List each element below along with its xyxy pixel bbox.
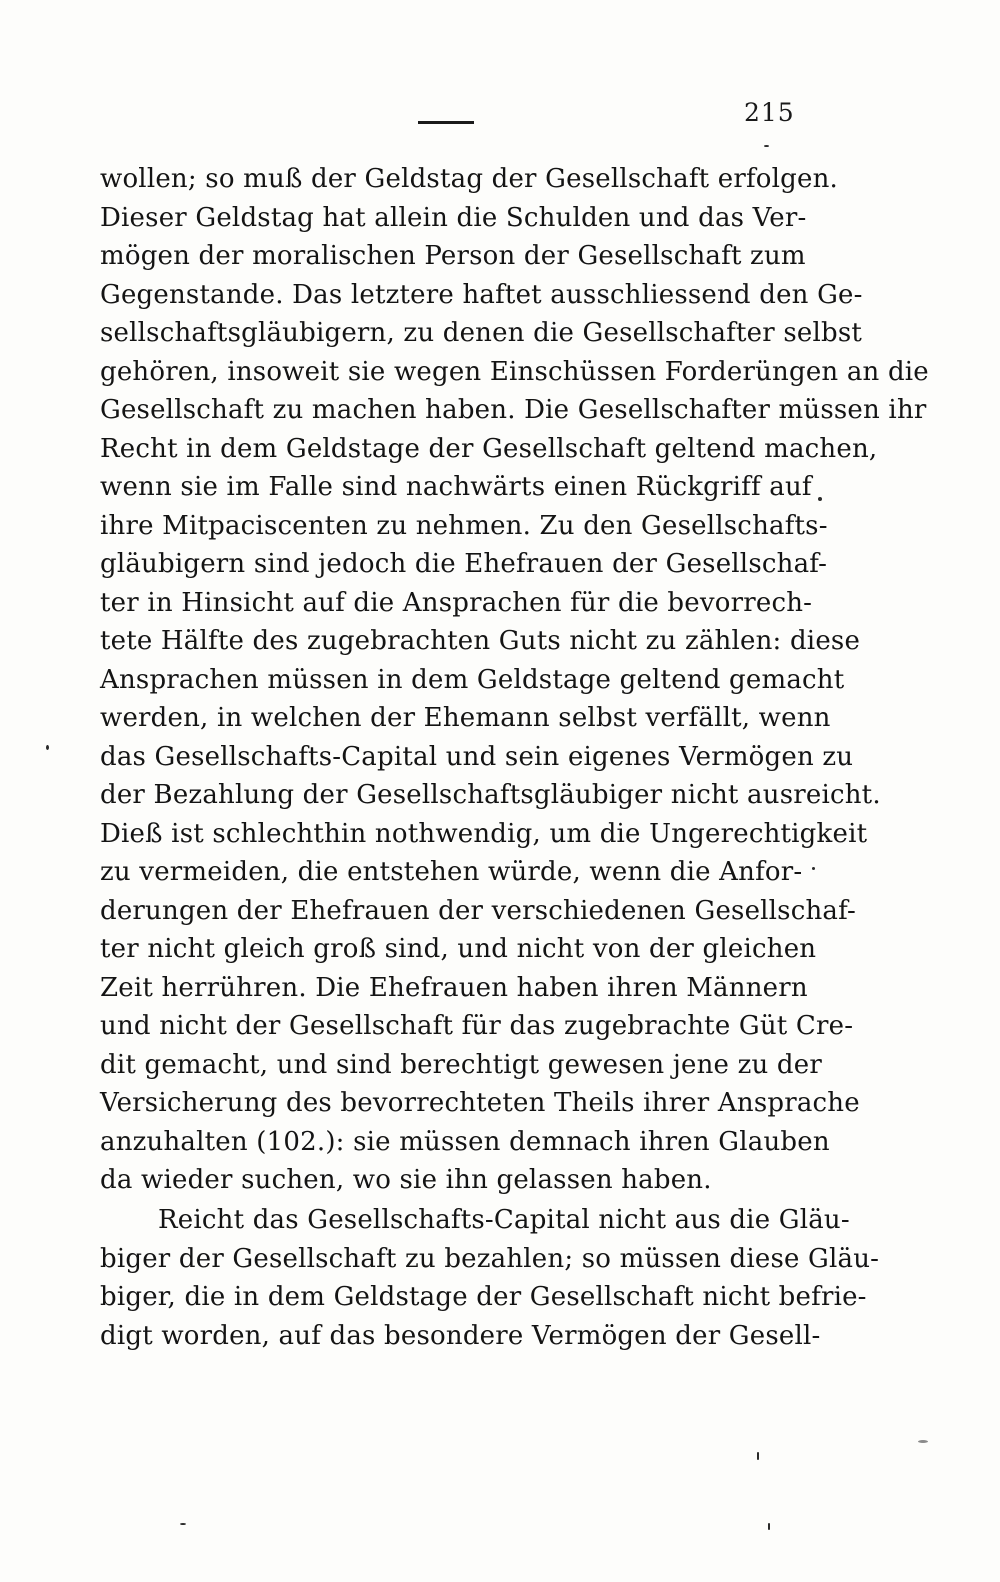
text-line: Recht in dem Geldstage der Gesellschaft geltend machen, [100,433,878,464]
text-line: biger, die in dem Geldstage der Gesellschaft nicht befrie- [100,1282,867,1312]
text-line: Dieß ist schlechthin nothwendig, um die Ungerechtigkeit [100,818,868,849]
text-line: sellschaftsgläubigern, zu denen die Gesellschafter selbst [100,318,863,348]
text-line: da wieder suchen, wo sie ihn gelassen haben. [100,1165,712,1195]
scan-speck [46,745,49,750]
scan-speck [812,867,815,870]
text-line: Reicht das Gesellschafts-Capital nicht aus die Gläu- [158,1205,850,1235]
text-line: tete Hälfte des zugebrachten Guts nicht zu zählen: diese [100,626,861,656]
text-line: ihre Mitpaciscenten zu nehmen. Zu den Gesellschafts- [100,510,828,541]
text-line: derungen der Ehefrauen der verschiedenen Gesellschaf- [100,895,857,926]
text-line: gläubigern sind jedoch die Ehefrauen der Gesellschaf- [100,549,828,579]
text-line: das Gesellschafts-Capital und sein eigenes Vermögen zu [100,741,854,772]
scan-speck [918,1440,928,1443]
text-line: anzuhalten (102.): sie müssen demnach ihren Glauben [100,1126,830,1157]
text-line: ter nicht gleich groß sind, und nicht von der gleichen [100,934,817,964]
text-line: biger der Gesellschaft zu bezahlen; so müssen diese Gläu- [100,1243,880,1274]
paragraph-1 [100,160,929,1200]
text-line: und nicht der Gesellschaft für das zugebrachte Güt Cre- [100,1011,854,1041]
paragraph-2 [100,1201,880,1355]
text-line: Versicherung des bevorrechteten Theils ihrer Ansprache [100,1088,860,1118]
scan-speck [764,145,769,147]
text-line: Ansprachen müssen in dem Geldstage geltend gemacht [100,664,845,695]
text-line: Gegenstande. Das letztere haftet ausschliessend den Ge- [100,279,863,310]
scan-speck [757,1452,759,1460]
text-line: digt worden, auf das besondere Vermögen der Gesell- [100,1320,821,1351]
text-line: ter in Hinsicht auf die Ansprachen für die bevorrech- [100,587,813,618]
text-line: Gesellschaft zu machen haben. Die Gesellschafter müssen ihr [100,395,927,425]
text-line: wollen; so muß der Geldstag der Gesellschaft erfolgen. [100,164,838,194]
text-line: dit gemacht, und sind berechtigt gewesen jene zu der [100,1049,822,1080]
text-line: Zeit herrühren. Die Ehefrauen haben ihren Männern [100,972,808,1003]
text-line: gehören, insoweit sie wegen Einschüssen Forderüngen an die [100,356,929,387]
text-line: mögen der moralischen Person der Gesellschaft zum [100,241,806,271]
text-line: zu vermeiden, die entstehen würde, wenn die Anfor- [100,857,803,887]
text-line: Dieser Geldstag hat allein die Schulden und das Ver- [100,202,807,233]
text-line: wenn sie im Falle sind nachwärts einen Rückgriff auf [100,472,812,502]
text-line: werden, in welchen der Ehemann selbst verfällt, wenn [100,703,831,733]
scan-speck [818,497,822,501]
scan-speck [180,1523,186,1525]
page-number: 215 [744,98,795,127]
scan-speck [768,1523,770,1530]
header-rule [418,121,474,124]
text-line: der Bezahlung der Gesellschaftsgläubiger nicht ausreicht. [100,780,881,810]
